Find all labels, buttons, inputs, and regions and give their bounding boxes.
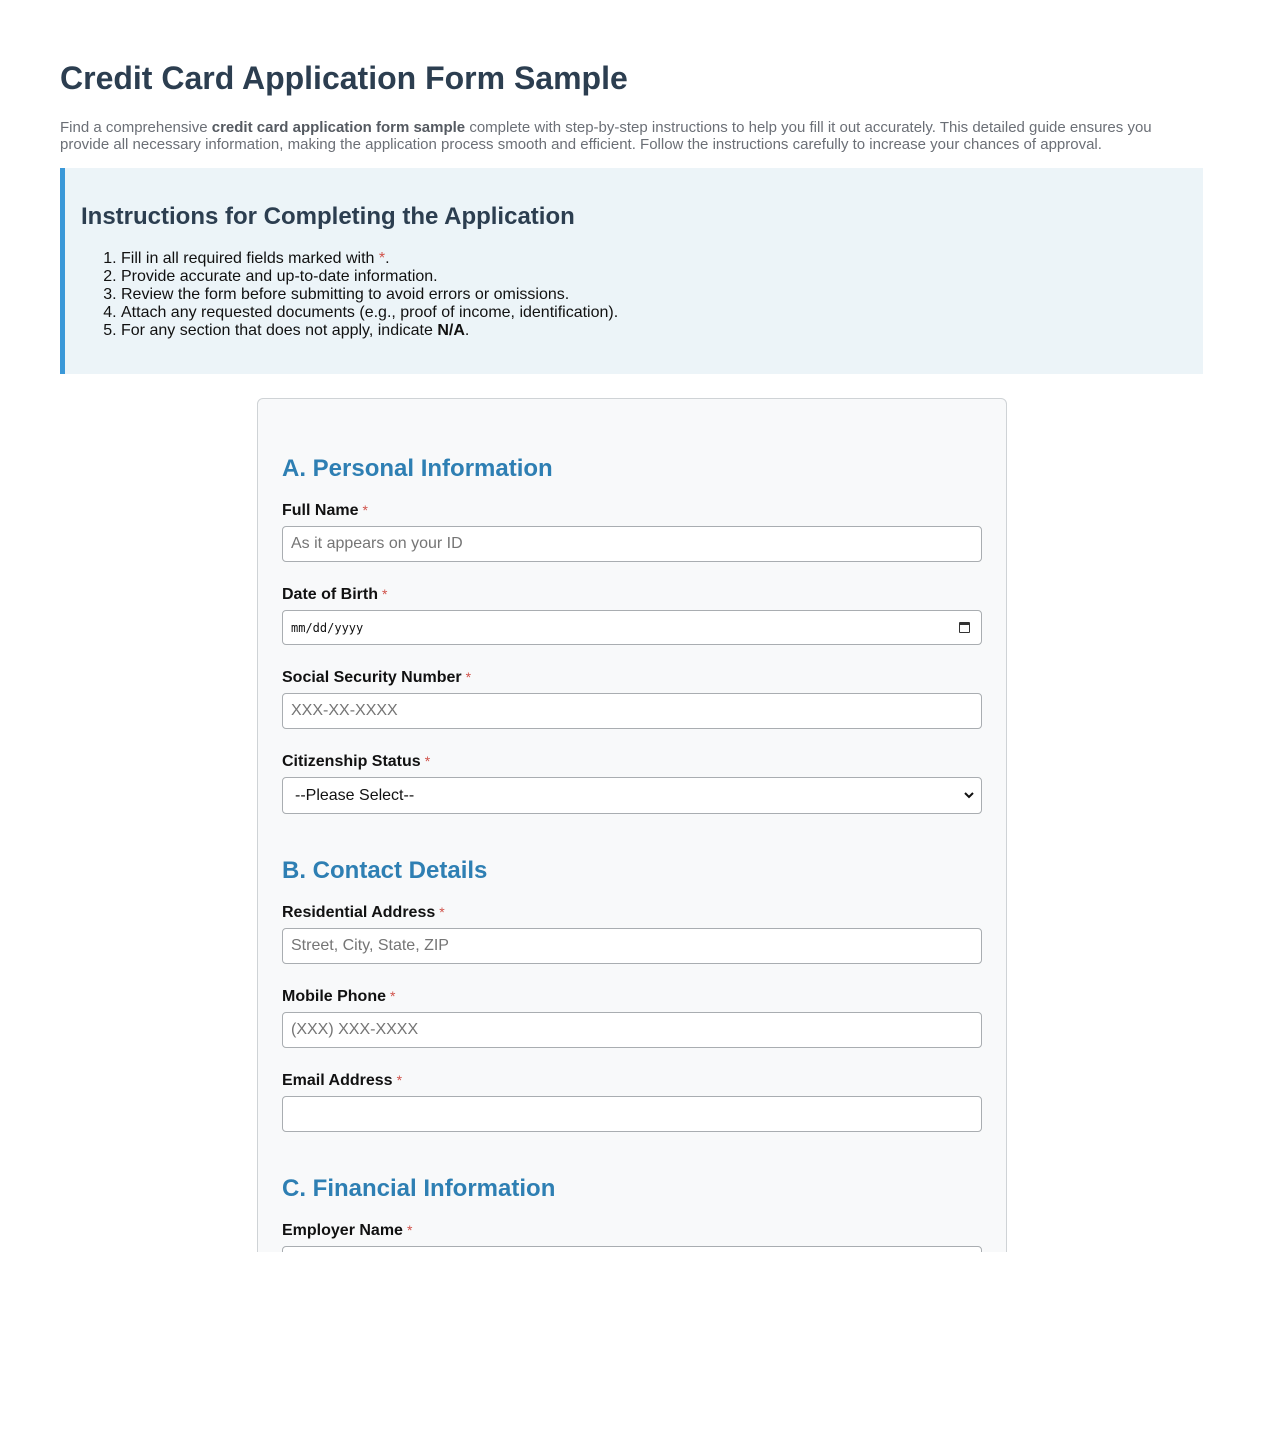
instruction-bold: N/A xyxy=(437,322,465,339)
field-residential-address xyxy=(282,903,982,964)
residential-address-input[interactable] xyxy=(282,928,982,964)
chevron-down-icon xyxy=(963,789,975,801)
intro-paragraph xyxy=(60,119,1203,153)
section-title-personal: A. Personal Information xyxy=(282,455,553,482)
instruction-text: Fill in all required fields marked with xyxy=(121,250,379,267)
required-marker: * xyxy=(406,1222,413,1238)
instructions-list xyxy=(81,250,1187,340)
placeholder: (XXX) XXX-XXXX xyxy=(291,1021,419,1038)
instruction-item xyxy=(121,304,1187,322)
section-title-financial: C. Financial Information xyxy=(282,1175,556,1202)
citizenship-label xyxy=(282,752,982,771)
field-ssn xyxy=(282,668,982,729)
required-marker: * xyxy=(396,1072,403,1088)
instructions-title: Instructions for Completing the Application xyxy=(81,203,575,230)
required-marker: * xyxy=(362,502,368,518)
instruction-text: For any section that does not apply, indicate xyxy=(121,322,438,339)
label-text: Citizenship Status xyxy=(282,753,421,770)
label-text: Employer Name xyxy=(282,1222,403,1239)
instruction-item xyxy=(121,268,1187,286)
employer-name-input[interactable] xyxy=(282,1246,982,1252)
employer-name-label xyxy=(282,1221,982,1240)
label-text: Mobile Phone xyxy=(282,988,386,1005)
email-label xyxy=(282,1071,982,1090)
required-marker: * xyxy=(382,586,388,602)
full-name-label xyxy=(282,501,982,520)
intro-prefix: Find a comprehensive xyxy=(60,119,212,136)
instruction-suffix: . xyxy=(385,250,390,267)
calendar-icon[interactable] xyxy=(959,622,970,633)
section-title-contact: B. Contact Details xyxy=(282,857,488,884)
residential-address-label xyxy=(282,903,982,922)
page-title: Credit Card Application Form Sample xyxy=(60,60,628,96)
selected-value: --Please Select-- xyxy=(295,786,415,804)
instruction-item xyxy=(121,250,1187,268)
form-scroll-container[interactable] xyxy=(257,398,1007,1252)
date-format-placeholder: mm/dd/yyyy xyxy=(291,620,364,635)
required-marker: * xyxy=(390,988,396,1004)
field-employer-name xyxy=(282,1221,982,1252)
field-email xyxy=(282,1071,982,1132)
placeholder: As it appears on your ID xyxy=(291,535,463,552)
instruction-text: Provide accurate and up-to-date information. xyxy=(121,268,438,285)
full-name-input[interactable] xyxy=(282,526,982,562)
placeholder: Street, City, State, ZIP xyxy=(291,937,449,954)
date-of-birth-label xyxy=(282,585,982,604)
mobile-phone-input[interactable] xyxy=(282,1012,982,1048)
label-text: Email Address xyxy=(282,1072,393,1089)
label-text: Full Name xyxy=(282,502,359,519)
instruction-text: Attach any requested documents (e.g., proof of income, identification). xyxy=(121,304,619,321)
field-date-of-birth xyxy=(282,585,982,645)
mobile-phone-label xyxy=(282,987,982,1006)
intro-suffix: complete with step-by-step instructions to help you fill it out accurately. This detailed guide ensures you provide all necessary information, making the application process smooth and efficient. Follow the instructions carefully to increase your chances of approval. xyxy=(60,119,1152,153)
page xyxy=(0,0,1263,374)
label-text: Social Security Number xyxy=(282,669,462,686)
instruction-suffix: . xyxy=(464,322,470,339)
citizenship-select[interactable] xyxy=(282,777,982,814)
label-text: Date of Birth xyxy=(282,586,378,603)
placeholder: XXX-XX-XXXX xyxy=(291,702,398,719)
date-of-birth-input[interactable] xyxy=(282,610,982,645)
instruction-item xyxy=(121,286,1187,304)
required-marker: * xyxy=(378,250,386,267)
intro-bold-keyword: credit card application form sample xyxy=(211,119,466,136)
field-mobile-phone xyxy=(282,987,982,1048)
ssn-label xyxy=(282,668,982,687)
instructions-box xyxy=(60,168,1203,374)
label-text: Residential Address xyxy=(282,904,436,921)
field-citizenship xyxy=(282,752,982,814)
required-marker: * xyxy=(439,904,445,920)
instruction-text: Review the form before submitting to avoid errors or omissions. xyxy=(121,286,570,303)
required-marker: * xyxy=(424,753,431,769)
email-input[interactable] xyxy=(282,1096,982,1132)
required-marker: * xyxy=(465,669,472,685)
ssn-input[interactable] xyxy=(282,693,982,729)
field-full-name xyxy=(282,501,982,562)
application-form xyxy=(257,398,1007,1252)
instruction-item xyxy=(121,322,1187,340)
